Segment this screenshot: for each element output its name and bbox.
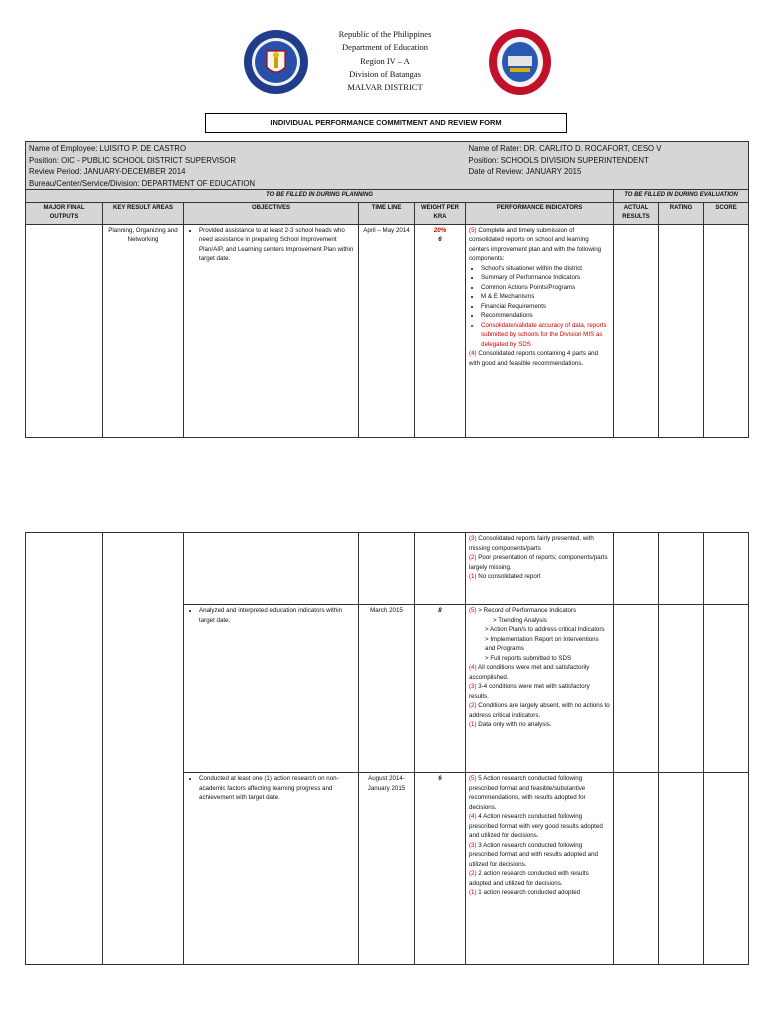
indicator-1: Data only with no analysis. bbox=[476, 721, 552, 728]
actual-cell bbox=[614, 773, 659, 965]
indicator-bullet: • Common Actions Points/Programs bbox=[481, 283, 610, 293]
indicator-2: Poor presentation of reports; components/parts largely missing. bbox=[469, 554, 608, 571]
bureau: Bureau/Center/Service/Division: DEPARTMENT OF EDUCATION bbox=[29, 178, 256, 188]
col-indicators: PERFORMANCE INDICATORS bbox=[466, 202, 614, 224]
rating-1-label: (1) bbox=[469, 889, 477, 896]
indicator-2: Conditions are largely absent, with no actions to address critical indicators. bbox=[469, 702, 610, 719]
score-cell bbox=[704, 773, 749, 965]
actual-cell bbox=[614, 224, 659, 437]
indicator-5: > Record of Performance Indicators bbox=[476, 607, 577, 614]
indicator-bullet: • Summary of Performance Indicators bbox=[481, 273, 610, 283]
col-score: SCORE bbox=[704, 202, 749, 224]
rating-1-label: (1) bbox=[469, 573, 477, 580]
indicator-bullet: • Recommendations bbox=[481, 311, 610, 321]
weight-value: 6 bbox=[438, 236, 442, 243]
indicator-sub: > Action Plan/s to address critical Indicators bbox=[485, 626, 605, 633]
rating-5-label: (5) bbox=[469, 607, 477, 614]
objective-item: • Analyzed and interpreted education indicators within target date. bbox=[199, 606, 355, 625]
indicator-3: 3 Action research conducted following prescribed format and with results adopted and utilized for decisions. bbox=[469, 841, 598, 868]
indicator-1: 1 action research conducted adopted bbox=[476, 889, 581, 896]
indicator-sub: > Implementation Report on Interventions and Programs bbox=[485, 635, 599, 652]
evaluation-section-header: TO BE FILLED IN DURING EVALUATION bbox=[614, 190, 749, 203]
rating-1-label: (1) bbox=[469, 721, 477, 728]
table-row bbox=[26, 533, 749, 605]
employee-position: Position: OIC - PUBLIC SCHOOL DISTRICT SUPERVISOR bbox=[29, 155, 236, 165]
indicators-cell bbox=[466, 224, 614, 437]
header-region: Region IV – A bbox=[360, 56, 410, 66]
rating-2-label: (2) bbox=[469, 870, 477, 877]
header-district: MALVAR DISTRICT bbox=[347, 82, 423, 92]
indicator-bullet: • M & E Mechanisms bbox=[481, 292, 610, 302]
indicator-3: Consolidated reports fairly presented, with missing components/parts bbox=[469, 535, 594, 552]
col-actual: ACTUAL RESULTS bbox=[614, 202, 659, 224]
table-row bbox=[26, 224, 749, 437]
weight-cell: 6 bbox=[415, 773, 466, 965]
ipcrf-table-page1 bbox=[25, 141, 749, 438]
indicator-sub: > Full reports submitted to SDS bbox=[485, 654, 572, 662]
header-department: Department of Education bbox=[342, 42, 428, 52]
indicator-4: 4 Action research conducted following prescribed format with very good results adopted and utilized for decisions. bbox=[469, 813, 603, 839]
col-timeline: TIME LINE bbox=[359, 202, 415, 224]
indicator-3: 3-4 conditions were met with satisfactory results. bbox=[469, 683, 590, 700]
indicator-1: No consolidated report bbox=[476, 573, 541, 580]
score-cell bbox=[704, 605, 749, 773]
rating-3-label: (3) bbox=[469, 535, 477, 542]
timeline-cell: March 2015 bbox=[359, 605, 415, 773]
indicator-bullet: • Consolidate/validate accuracy of data, reports submitted by schools for the Division MIS as delegated by SDS bbox=[481, 321, 610, 350]
objective-cell bbox=[184, 224, 359, 437]
indicator-bullet: • Financial Requirements bbox=[481, 302, 610, 312]
objective-cell bbox=[184, 605, 359, 773]
date-of-review: Date of Review: JANUARY 2015 bbox=[468, 167, 582, 176]
indicator-sub: > Trending Analysis bbox=[493, 616, 547, 624]
review-period: Review Period: JANUARY-DECEMBER 2014 bbox=[29, 167, 186, 176]
score-cell bbox=[704, 533, 749, 605]
indicators-cell bbox=[466, 605, 614, 773]
weight-cell: 8 bbox=[415, 605, 466, 773]
weight-percent: 20% bbox=[433, 226, 447, 234]
header-republic: Republic of the Philippines bbox=[338, 29, 432, 39]
indicator-4: Consolidated reports containing 4 parts and with good and feasible recommendations. bbox=[469, 350, 599, 367]
score-cell bbox=[704, 224, 749, 437]
indicator-bullet: • School’s situationer within the district bbox=[481, 264, 610, 274]
indicator-4: All conditions were met and satisfactorily accomplished. bbox=[469, 664, 590, 681]
indicators-cell bbox=[466, 773, 614, 965]
rating-4-label: (4) bbox=[469, 813, 477, 820]
mfo-cell bbox=[26, 224, 103, 437]
employee-name: Name of Employee: LUISITO P. DE CASTRO bbox=[29, 144, 187, 153]
col-rating: RATING bbox=[659, 202, 704, 224]
col-kra: KEY RESULT AREAS bbox=[103, 202, 184, 224]
weight-cell bbox=[415, 533, 466, 605]
objective-cell bbox=[184, 533, 359, 605]
rating-2-label: (2) bbox=[469, 554, 477, 561]
rating-cell bbox=[659, 605, 704, 773]
rating-5-label: (5) bbox=[469, 775, 477, 782]
rating-cell bbox=[659, 224, 704, 437]
rating-4-label: (4) bbox=[469, 664, 477, 671]
actual-cell bbox=[614, 533, 659, 605]
rating-3-label: (3) bbox=[469, 683, 477, 690]
timeline-cell: August 2014-January 2015 bbox=[359, 773, 415, 965]
weight-cell bbox=[415, 224, 466, 437]
timeline-cell bbox=[359, 533, 415, 605]
rating-5-label: (5) bbox=[469, 226, 477, 234]
timeline-cell: April – May 2014 bbox=[359, 224, 415, 437]
rater-position: Position: SCHOOLS DIVISION SUPERINTENDENT bbox=[468, 155, 649, 165]
rating-2-label: (2) bbox=[469, 702, 477, 709]
header-division: Division of Batangas bbox=[349, 69, 421, 79]
ipcrf-table-page2 bbox=[25, 532, 749, 965]
col-objectives: OBJECTIVES bbox=[184, 202, 359, 224]
kra-cell bbox=[103, 533, 184, 965]
indicator-5: 5 Action research conducted following prescribed format and feasible/substantive recommendations, with results adopted for decisions. bbox=[469, 775, 586, 811]
objective-item: • Provided assistance to at least 2-3 school heads who need assistance in preparing School Improvement Plan/AIP, and Learning centers Improvement Plan within target date. bbox=[199, 226, 355, 264]
mfo-cell bbox=[26, 533, 103, 965]
indicator-2: 2 action research conducted with results adopted and utilized for decisions. bbox=[469, 870, 589, 887]
kra-cell: Planning, Organizing and Networking bbox=[103, 224, 184, 437]
planning-section-header: TO BE FILLED IN DURING PLANNING bbox=[26, 190, 614, 203]
col-weight: WEIGHT PER KRA bbox=[415, 202, 466, 224]
indicator-5: Complete and timely submission of consolidated reports on school and learning centers improvement plan and with the following components: bbox=[469, 226, 602, 262]
info-row bbox=[26, 142, 749, 190]
objective-item: • Conducted at least one (1) action research on non-academic factors affecting learning progress and achievement with target date. bbox=[199, 774, 355, 803]
col-mfo: MAJOR FINAL OUTPUTS bbox=[26, 202, 103, 224]
form-title: INDIVIDUAL PERFORMANCE COMMITMENT AND REVIEW FORM bbox=[205, 113, 567, 133]
rating-3-label: (3) bbox=[469, 841, 477, 849]
rating-4-label: (4) bbox=[469, 350, 477, 357]
rating-cell bbox=[659, 533, 704, 605]
indicators-cell bbox=[466, 533, 614, 605]
rater-name: Name of Rater: DR. CARLITO D. ROCAFORT, CESO V bbox=[468, 144, 662, 153]
rating-cell bbox=[659, 773, 704, 965]
objective-cell bbox=[184, 773, 359, 965]
actual-cell bbox=[614, 605, 659, 773]
